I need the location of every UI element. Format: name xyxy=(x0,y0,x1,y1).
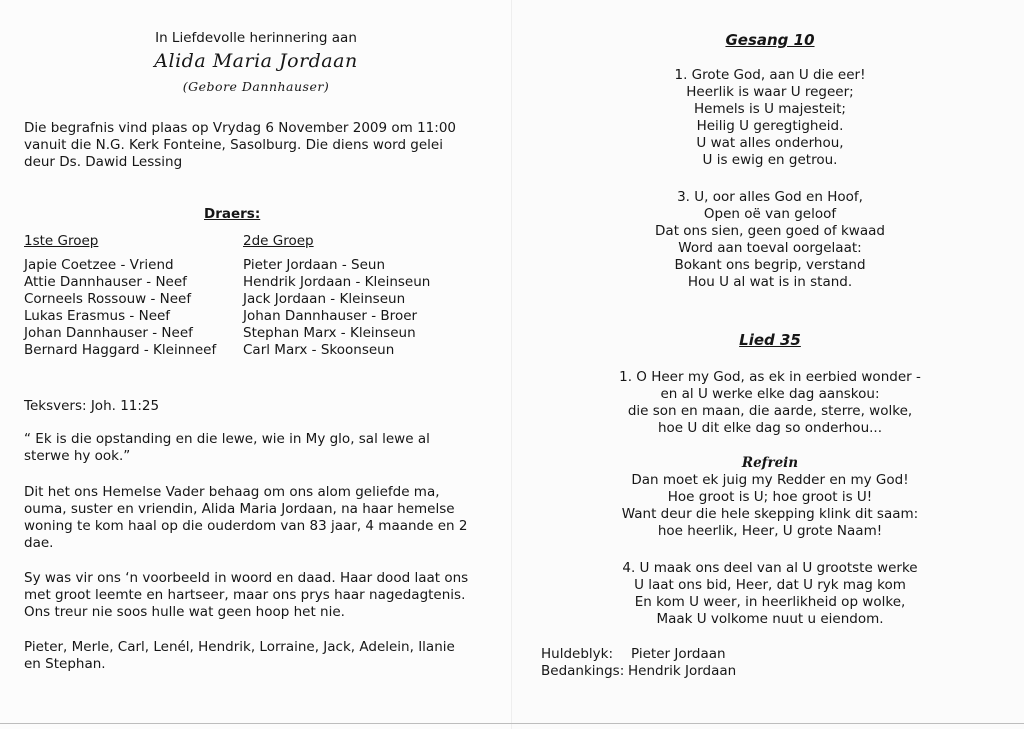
verse-line: U wat alles onderhou, xyxy=(696,135,844,151)
tribute-line-2: ouma, suster en vriendin, Alida Maria Jordaan, na haar hemelse xyxy=(24,501,455,517)
gesang-verse-3 xyxy=(512,189,1024,291)
group1-heading: 1ste Groep xyxy=(24,233,99,249)
quote-line-1: “ Ek is die opstanding en die lewe, wie in My glo, sal lewe al xyxy=(24,431,430,447)
group1-member: Bernard Haggard - Kleinneef xyxy=(24,342,217,358)
group2-member: Johan Dannhauser - Broer xyxy=(243,308,418,324)
group1-member: Japie Coetzee - Vriend xyxy=(24,257,174,273)
group2-member: Hendrik Jordaan - Kleinseun xyxy=(243,274,431,290)
right-page xyxy=(512,0,1024,729)
verse-line: Bokant ons begrip, verstand xyxy=(674,257,866,273)
lied-verse-4 xyxy=(512,560,1024,628)
gesang-verse-1 xyxy=(512,67,1024,169)
verse-line: U laat ons bid, Heer, dat U ryk mag kom xyxy=(634,577,906,593)
group2-member: Carl Marx - Skoonseun xyxy=(243,342,395,358)
verse-line: Heerlik is waar U regeer; xyxy=(686,84,854,100)
memory-line-1: Sy was vir ons ‘n voorbeeld in woord en daad. Haar dood laat ons xyxy=(24,570,469,586)
group1-member: Attie Dannhauser - Neef xyxy=(24,274,187,290)
group1-list xyxy=(24,257,216,359)
verse-line: Open oë van geloof xyxy=(703,206,837,222)
verse-line: Dat ons sien, geen goed of kwaad xyxy=(655,223,885,239)
group2-member: Pieter Jordaan - Seun xyxy=(243,257,386,273)
verse-line: 3. U, oor alles God en Hoof, xyxy=(677,189,863,205)
lied-title: Lied 35 xyxy=(739,331,801,349)
verse-line: Hou U al wat is in stand. xyxy=(687,274,853,290)
verse-line: En kom U weer, in heerlikheid op wolke, xyxy=(634,594,906,610)
tribute-line-3: woning te kom haal op die ouderdom van 83 jaar, 4 maande en 2 xyxy=(24,518,468,534)
group2-member: Stephan Marx - Kleinseun xyxy=(243,325,416,341)
group2-list xyxy=(243,257,430,359)
verse-line: Heilig U geregtigheid. xyxy=(696,118,844,134)
verse-line: 4. U maak ons deel van al U grootste werke xyxy=(622,560,918,576)
verse-line: Word aan toeval oorgelaat: xyxy=(678,240,862,256)
verse-line: Hoe groot is U; hoe groot is U! xyxy=(667,489,873,505)
verse-line: en al U werke elke dag aanskou: xyxy=(660,386,880,402)
memory-line-2: met groot leemte en hartseer, maar ons prys haar nagedagtenis. xyxy=(24,587,466,603)
verse-line: 1. O Heer my God, as ek in eerbied wonder - xyxy=(619,369,921,385)
verse-line: Maak U volkome nuut u eiendom. xyxy=(656,611,884,627)
refrein-text xyxy=(512,472,1024,540)
group1-member: Johan Dannhauser - Neef xyxy=(24,325,193,341)
draers-heading: Draers: xyxy=(204,206,261,222)
group1-member: Lukas Erasmus - Neef xyxy=(24,308,171,324)
maiden-name: (Gebore Dannhauser) xyxy=(182,79,330,94)
group2-heading: 2de Groep xyxy=(243,233,314,249)
verse-line: Hemels is U majesteit; xyxy=(694,101,846,117)
verse-line: hoe U dit elke dag so onderhou... xyxy=(657,420,882,436)
family-line-1: Pieter, Merle, Carl, Lenél, Hendrik, Lorraine, Jack, Adelein, Ilanie xyxy=(24,639,455,655)
deceased-name: Alida Maria Jordaan xyxy=(154,50,358,72)
verse-line: 1. Grote God, aan U die eer! xyxy=(674,67,866,83)
verse-line: die son en maan, die aarde, sterre, wolke, xyxy=(627,403,913,419)
lied-verse-1 xyxy=(512,369,1024,437)
family-line-2: en Stephan. xyxy=(24,656,106,672)
refrein-title: Refrein xyxy=(741,455,799,471)
bottom-edge-line xyxy=(0,723,1024,724)
funeral-line-2: vanuit die N.G. Kerk Fonteine, Sasolburg. Die diens word gelei xyxy=(24,137,443,153)
verse-line: Dan moet ek juig my Redder en my God! xyxy=(631,472,909,488)
intro-text: In Liefdevolle herinnering aan xyxy=(155,30,357,46)
bedankings-name: Hendrik Jordaan xyxy=(628,663,737,679)
funeral-line-1: Die begrafnis vind plaas op Vrydag 6 November 2009 om 11:00 xyxy=(24,120,456,136)
huldeblyk-label: Huldeblyk: xyxy=(541,646,614,662)
memory-line-3: Ons treur nie soos hulle wat geen hoop het nie. xyxy=(24,604,345,620)
verse-line: Want deur die hele skepping klink dit saam: xyxy=(621,506,919,522)
tribute-line-1: Dit het ons Hemelse Vader behaag om ons alom geliefde ma, xyxy=(24,484,440,500)
gesang-title: Gesang 10 xyxy=(725,31,815,49)
verse-line: U is ewig en getrou. xyxy=(702,152,838,168)
huldeblyk-name: Pieter Jordaan xyxy=(631,646,726,662)
verse-line: hoe heerlik, Heer, U grote Naam! xyxy=(657,523,883,539)
group1-member: Corneels Rossouw - Neef xyxy=(24,291,192,307)
teksvers: Teksvers: Joh. 11:25 xyxy=(24,398,160,414)
quote-line-2: sterwe hy ook.” xyxy=(24,448,131,464)
tribute-line-4: dae. xyxy=(24,535,54,551)
group2-member: Jack Jordaan - Kleinseun xyxy=(243,291,406,307)
bedankings-label: Bedankings: xyxy=(541,663,625,679)
funeral-line-3: deur Ds. Dawid Lessing xyxy=(24,154,183,170)
